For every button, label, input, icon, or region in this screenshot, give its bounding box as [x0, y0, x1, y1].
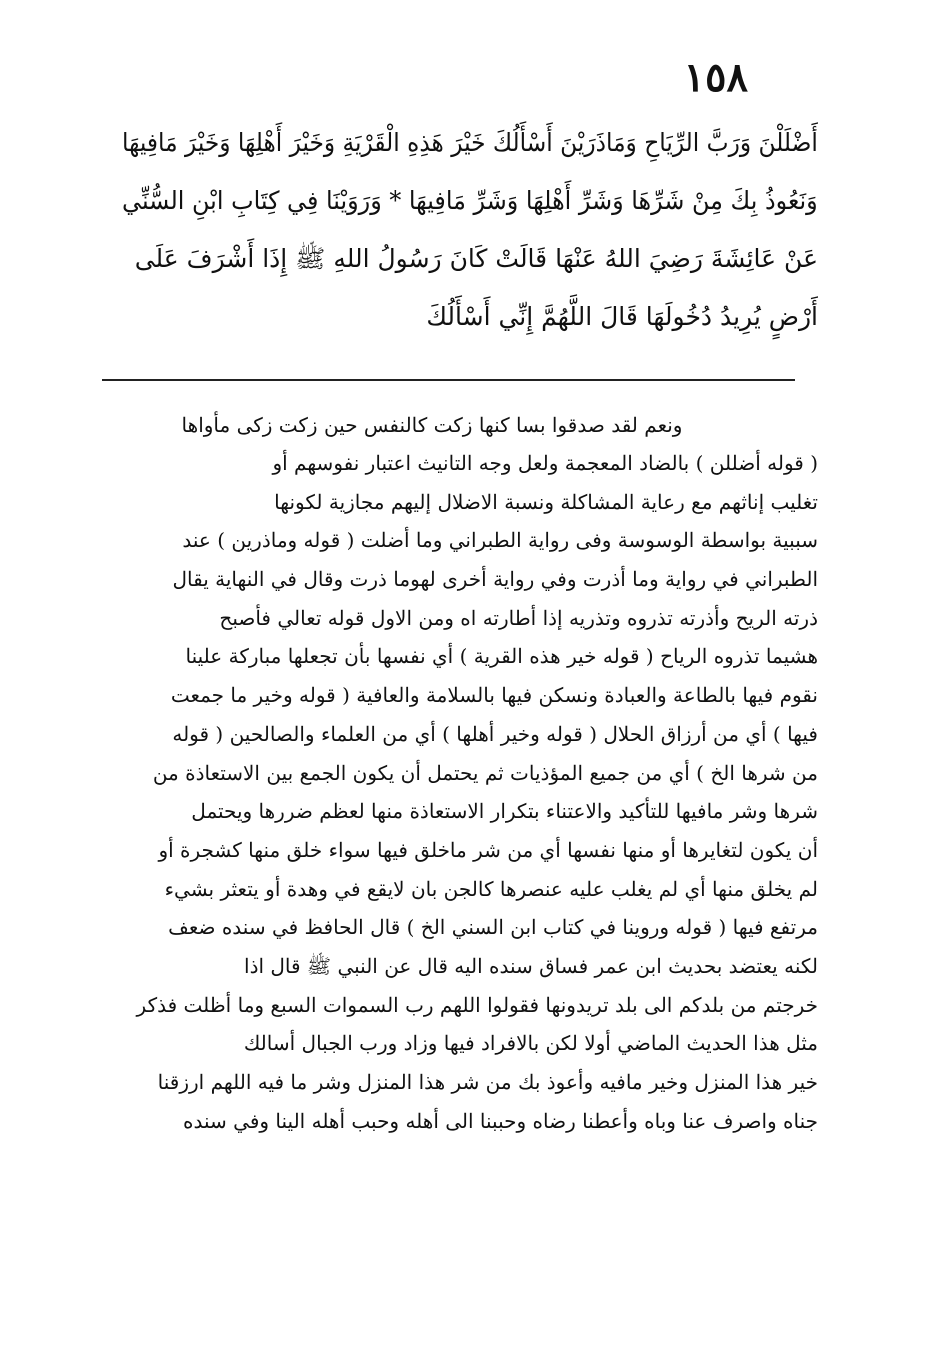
main-text-line: وَنَعُوذُ بِكَ مِنْ شَرِّهَا وَشَرِّ أَهْلِهَا وَشَرِّ مَافِيهَا * وَرَوَيْنَا فِي كِتَابِ ابْنِ السُّنِّي: [122, 186, 818, 215]
commentary-line: شرها وشر مافيها للتأكيد والاعتناء بتكرار الاستعاذة منها لعظم ضررها ويحتمل: [191, 799, 818, 824]
footnote-divider: [102, 379, 795, 381]
main-text-line: أَرْضٍ يُرِيدُ دُخُولَهَا قَالَ اللَّهُمَّ إِنِّي أَسْأَلُكَ: [426, 302, 818, 331]
main-text-line: عَنْ عَائِشَةَ رَضِيَ اللهُ عَنْهَا قَالَتْ كَانَ رَسُولُ اللهِ ﷺ إِذَا أَشْرَفَ عَلَى: [134, 244, 818, 273]
commentary-line: مثل هذا الحديث الماضي أولا لكن بالافراد فيها وزاد ورب الجبال أسالك: [243, 1031, 818, 1056]
commentary-block: [106, 406, 818, 1140]
commentary-line: خرجتم من بلدكم الى بلد تريدونها فقولوا اللهم رب السموات السبع وما أظلت فذكر: [136, 992, 818, 1017]
commentary-line: ( قوله أضللن ) بالضاد المعجمة ولعل وجه التانيث اعتبار نفوسهم أو: [272, 451, 818, 475]
commentary-line: ذرته الريح وأذرته تذروه وتذريه إذا أطارته اه ومن الاول قوله تعالي فأصبح: [219, 605, 818, 630]
main-text-line: أَضْلَلْنَ وَرَبَّ الرِّيَاحِ وَمَاذَرَيْنَ أَسْأَلُكَ خَيْرَ هَذِهِ الْقَرْيَةِ وَخَيْرَ أَهْلِهَا وَخَيْرَ مَافِيهَا: [122, 128, 818, 157]
commentary-line: الطبراني في رواية وما أذرت وفي رواية أخرى لهوما ذرت وقال في النهاية يقال: [172, 567, 818, 592]
commentary-line: لم يخلق منها أي لم يغلب عليه عنصرها كالجن بان لايقع في وهدة أو يتعثر بشيء: [164, 876, 818, 901]
commentary-line: مرتفع فيها ( قوله وروينا في كتاب ابن السني الخ ) قال الحافظ في سنده ضعف: [168, 915, 818, 940]
commentary-line: أن يكون لتغايرها أو منها نفسها أي من شر ماخلق فيها سواء خلق منها كشجرة أو: [158, 837, 818, 862]
commentary-line: من شرها الخ ) أي من جميع المؤذيات ثم يحتمل أن يكون الجمع بين الاستعاذة من: [152, 760, 818, 785]
commentary-line: نقوم فيها بالطاعة والعبادة ونسكن فيها بالسلامة والعافية ( قوله وخير ما جمعت: [170, 683, 818, 708]
commentary-line: فيها ) أي من أرزاق الحلال ( قوله وخير أهلها ) أي من العلماء والصالحين ( قوله: [172, 721, 818, 746]
poem-verse: ونعم لقد صدقوا بسا كنها زكت كالنفس حين زكت زكى مأواها: [181, 413, 683, 437]
commentary-line: هشيما تذروه الرياح ( قوله خير هذه القرية ) أي نفسها بأن تجعلها مباركة علينا: [185, 644, 818, 669]
commentary-line: خير هذا المنزل وخير مافيه وأعوذ بك من شر هذا المنزل وشر ما فيه اللهم ارزقنا: [157, 1070, 818, 1094]
commentary-line: تغليب إناثهم مع رعاية المشاكلة ونسبة الاضلال إليهم مجازية لكونها: [274, 489, 818, 514]
page-number: ١٥٨: [683, 54, 748, 101]
commentary-line: جناه واصرف عنا وباه وأعطنا رضاه وحببنا الى أهله وحبب أهله الينا وفي سنده: [183, 1108, 818, 1133]
commentary-line: لكنه يعتضد بحديث ابن عمر فساق سنده اليه قال عن النبي ﷺ قال اذا: [244, 953, 818, 978]
commentary-line: سببية بواسطة الوسوسة وفى رواية الطبراني وما أضلت ( قوله وماذرين ) عند: [182, 528, 818, 553]
main-text-block: [118, 114, 818, 346]
